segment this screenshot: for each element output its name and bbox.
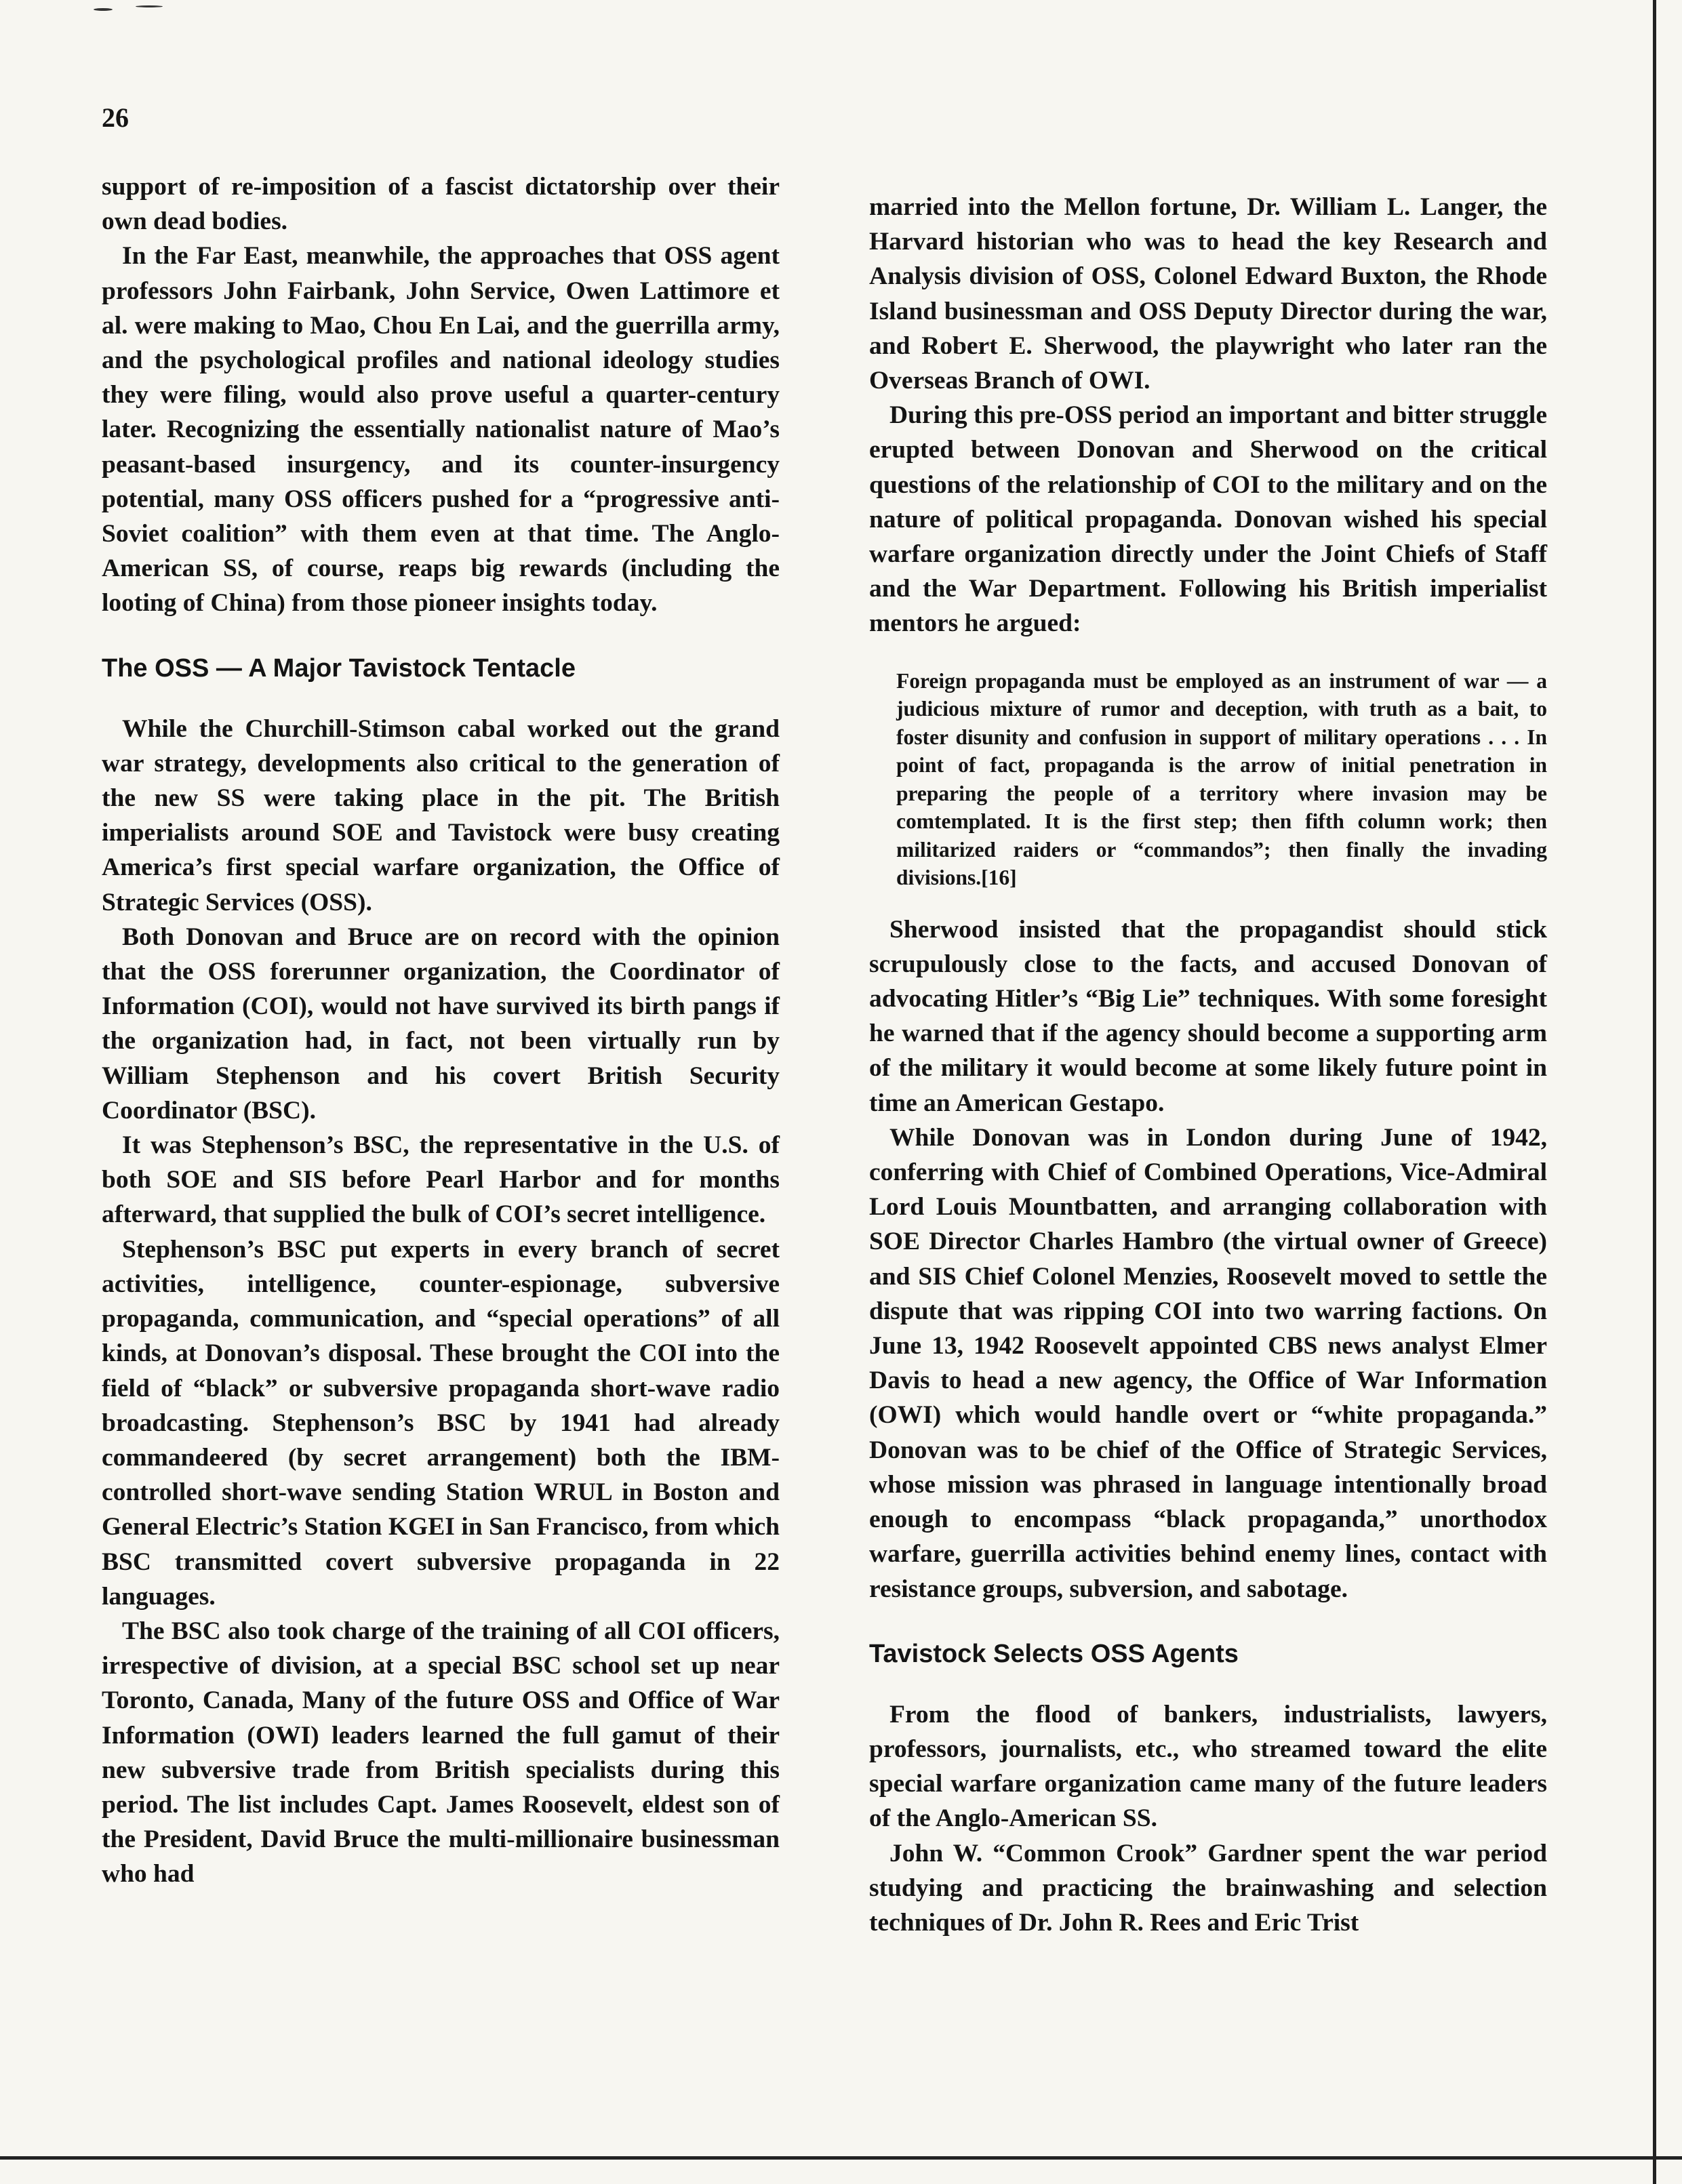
paragraph: The BSC also took charge of the training of all COI officers, irrespective of division, at a special BSC school set up near Toronto, Canada, Many of the future OSS and Office of War Information (OWI) leaders learned the full gamut of their new subversive trade from British specialists during this period. The list includes Capt. James Roosevelt, eldest son of the President, David Bruce the multi-millionaire businessman who had (102, 1617, 780, 1888)
paragraph: While the Churchill-Stimson cabal worked out the grand war strategy, developments also critical to the generation of the new SS were taking place in the pit. The British imperialists around SOE and Tavistock were busy creating America’s first special warfare organization, the Office of Strategic Services (OSS). (102, 714, 780, 916)
paragraph: married into the Mellon fortune, Dr. William L. Langer, the Harvard historian who was to head the key Research and Analysis division of OSS, Colonel Edward Buxton, the Rhode Island businessman and OSS Deputy Director during the war, and Robert E. Sherwood, the playwright who later ran the Overseas Branch of OWI. (869, 193, 1547, 395)
scan-artifact (136, 5, 163, 7)
paragraph: Stephenson’s BSC put experts in every branch of secret activities, intelligence, counter-espionage, subversive propaganda, communication, and “special operations” of all kinds, at Donovan’s disposal. These brought the COI into the field of “black” or subversive propaganda short-wave radio broadcasting. Stephenson’s BSC by 1941 had already commandeered (by secret arrangement) both the IBM-controlled short-wave sending Station WRUL in Boston and General Electric’s Station KGEI in San Francisco, from which BSC transmitted covert subversive propaganda in 22 languages. (102, 1235, 780, 1611)
paragraph: While Donovan was in London during June of 1942, conferring with Chief of Combined Operations, Vice-Admiral Lord Louis Mountbatten, and arranging collaboration with SOE Director Charles Hambro (the virtual owner of Greece) and SIS Chief Colonel Menzies, Roosevelt moved to settle the dispute that was ripping COI into two warring factions. On June 13, 1942 Roosevelt appointed CBS news analyst Elmer Davis to head a new agency, the Office of War Information (OWI) which would handle overt or “white propaganda.” Donovan was to be chief of the Office of Strategic Services, whose mission was phrased in language intentionally broad enough to encompass “black propaganda,” unorthodox warfare, guerrilla activities behind enemy lines, contact with resistance groups, subversion, and sabotage. (869, 1123, 1547, 1603)
section-heading: The OSS — A Major Tavistock Tentacle (102, 653, 576, 683)
scan-artifact (94, 8, 113, 11)
paragraph: In the Far East, meanwhile, the approaches that OSS agent professors John Fairbank, John Service, Owen Lattimore et al. were making to Mao, Chou En Lai, and the guerrilla army, and the psychological profiles and national ideology studies they were filing, would also prove useful a quarter-century later. Recognizing the essentially nationalist nature of Mao’s peasant-based insurgency, and its counter-insurgency potential, many OSS officers pushed for a “progressive anti-Soviet coalition” with them even at that time. The Anglo-American SS, of course, reaps big rewards (including the looting of China) from those pioneer insights today. (102, 242, 780, 618)
left-column (102, 169, 780, 1892)
block-quote: Foreign propaganda must be employed as an instrument of war — a judicious mixture of rumor and deception, with truth as a bait, to foster disunity and confusion in support of military operations . . . In point of fact, propaganda is the arrow of initial penetration in preparing the people of a territory where invasion may be comtemplated. It is the first step; then fifth column work; then militarized raiders or “commandos”; then finally the invading divisions.[16] (896, 668, 1547, 890)
right-column (869, 190, 1547, 1940)
paragraph: Sherwood insisted that the propagandist should stick scrupulously close to the facts, and accused Donovan of advocating Hitler’s “Big Lie” techniques. With some foresight he warned that if the agency should become a supporting arm of the military it would become at some likely future point in time an American Gestapo. (869, 915, 1547, 1117)
paragraph: John W. “Common Crook” Gardner spent the war period studying and practicing the brainwashing and selection techniques of Dr. John R. Rees and Eric Trist (869, 1839, 1547, 1937)
page-number: 26 (102, 102, 129, 133)
paragraph: It was Stephenson’s BSC, the representative in the U.S. of both SOE and SIS before Pearl Harbor and for months afterward, that supplied the bulk of COI’s secret intelligence. (102, 1131, 780, 1229)
paragraph: From the flood of bankers, industrialists, lawyers, professors, journalists, etc., who streamed toward the elite special warfare organization came many of the future leaders of the Anglo-American SS. (869, 1700, 1547, 1833)
page-edge-bottom (0, 2156, 1682, 2160)
paragraph: During this pre-OSS period an important and bitter struggle erupted between Donovan and Sherwood on the critical questions of the relationship of COI to the military and on the nature of political propaganda. Donovan wished his special warfare organization directly under the Joint Chiefs of Staff and the War Department. Following his British imperialist mentors he argued: (869, 401, 1547, 638)
paragraph: Both Donovan and Bruce are on record with the opinion that the OSS forerunner organization, the Coordinator of Information (COI), would not have survived its birth pangs if the organization had, in fact, not been virtually run by William Stephenson and his covert British Security Coordinator (BSC). (102, 923, 780, 1125)
section-heading: Tavistock Selects OSS Agents (869, 1639, 1239, 1668)
paragraph: support of re-imposition of a fascist dictatorship over their own dead bodies. (102, 173, 780, 236)
page-edge-right (1653, 0, 1656, 2184)
